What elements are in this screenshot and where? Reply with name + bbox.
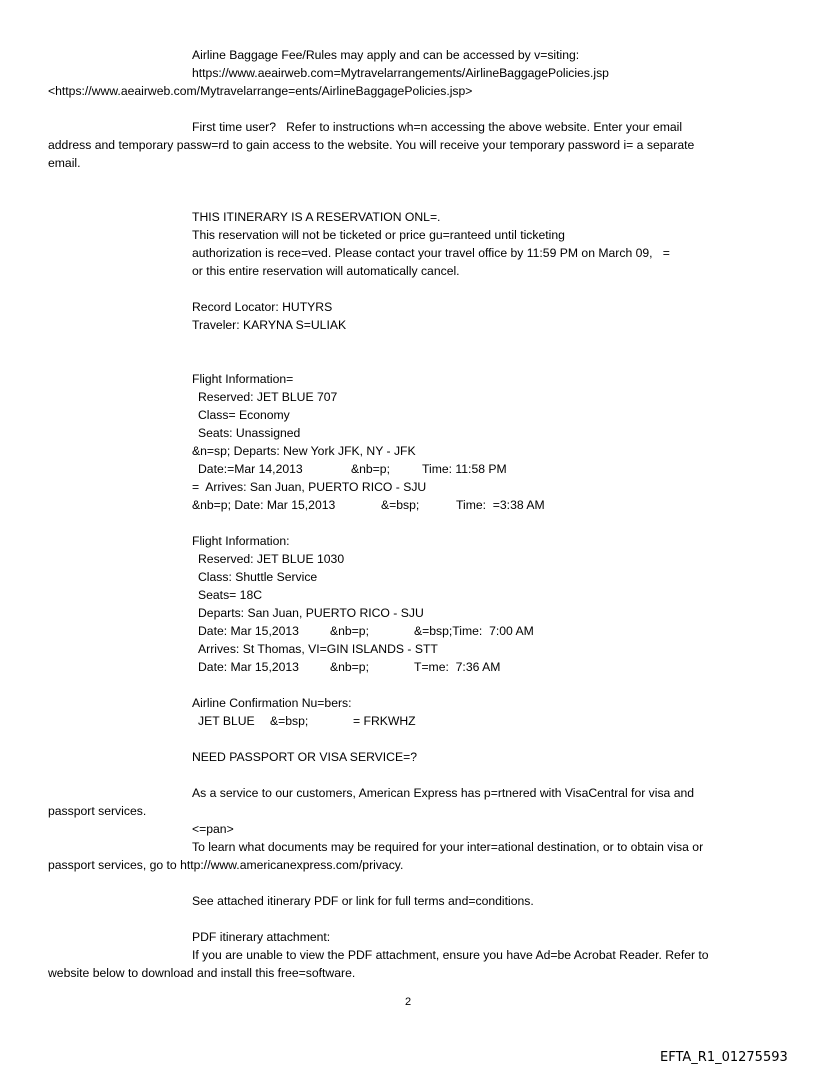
confirmation-header: Airline Confirmation Nu=bers: xyxy=(192,696,352,710)
page-number: 2 xyxy=(404,996,412,1008)
flight-1-nbsp-arrival: &=bsp; xyxy=(381,498,420,512)
traveler-name: Traveler: KARYNA S=ULIAK xyxy=(192,318,347,332)
baggage-line-1: Airline Baggage Fee/Rules may apply and can be accessed by v=siting: xyxy=(192,48,580,62)
bates-number: EFTA_R1_01275593 xyxy=(660,1050,788,1065)
flight-2-date-departure: Date: Mar 15,2013 xyxy=(198,624,299,638)
terms-note: See attached itinerary PDF or link for full terms and=conditions. xyxy=(192,894,534,908)
flight-2-seats: Seats= 18C xyxy=(198,588,263,602)
passport-header: NEED PASSPORT OR VISA SERVICE=? xyxy=(192,750,417,764)
passport-service-line-2: passport services. xyxy=(48,804,147,818)
pdf-line-2: website below to download and install this free=software. xyxy=(48,966,356,980)
confirmation-code: = FRKWHZ xyxy=(353,714,416,728)
reservation-line-3: authorization is rece=ved. Please contact your travel office by 11:59 PM on March 09, = xyxy=(192,246,670,260)
baggage-url-link[interactable]: https://www.aeairweb.com=Mytravelarrangements/AirlineBaggagePolicies.jsp xyxy=(192,66,609,80)
flight-1-arrives: = Arrives: San Juan, PUERTO RICO - SJU xyxy=(192,480,427,494)
flight-1-time-arrival: Time: =3:38 AM xyxy=(456,498,545,512)
confirmation-airline: JET BLUE xyxy=(198,714,255,728)
flight-1-seats: Seats: Unassigned xyxy=(198,426,301,440)
flight-2-date-arrival: Date: Mar 15,2013 xyxy=(198,660,299,674)
pdf-header: PDF itinerary attachment: xyxy=(192,930,331,944)
span-tag-text: <=pan> xyxy=(192,822,234,836)
baggage-url-bracketed[interactable]: <https://www.aeairweb.com/Mytravelarrange=ents/AirlineBaggagePolicies.jsp> xyxy=(48,84,473,98)
pdf-line-1: If you are unable to view the PDF attachment, ensure you have Ad=be Acrobat Reader. Refer to xyxy=(192,948,709,962)
flight-1-departs: &n=sp; Departs: New York JFK, NY - JFK xyxy=(192,444,416,458)
flight-1-time-departure: Time: 11:58 PM xyxy=(422,462,507,476)
confirmation-nbsp: &=bsp; xyxy=(270,714,309,728)
flight-2-nbsp-arrival: &nb=p; xyxy=(330,660,369,674)
reservation-line-2: This reservation will not be ticketed or price gu=ranteed until ticketing xyxy=(192,228,565,242)
flight-1-header: Flight Information= xyxy=(192,372,294,386)
flight-2-departs: Departs: San Juan, PUERTO RICO - SJU xyxy=(198,606,424,620)
flight-1-date-departure: Date:=Mar 14,2013 xyxy=(198,462,303,476)
passport-learn-line-1: To learn what documents may be required for your inter=ational destination, or to obtain visa or xyxy=(192,840,704,854)
flight-2-class: Class: Shuttle Service xyxy=(198,570,318,584)
flight-2-time-arrival: T=me: 7:36 AM xyxy=(414,660,501,674)
flight-1-class: Class= Economy xyxy=(198,408,290,422)
passport-service-line-1: As a service to our customers, American Express has p=rtnered with VisaCentral for visa and xyxy=(192,786,695,800)
first-time-line-3: email. xyxy=(48,156,81,170)
flight-1-date-arrival: &nb=p; Date: Mar 15,2013 xyxy=(192,498,336,512)
flight-1-nbsp-departure: &nb=p; xyxy=(351,462,390,476)
flight-1-reserved: Reserved: JET BLUE 707 xyxy=(198,390,338,404)
reservation-line-4: or this entire reservation will automatically cancel. xyxy=(192,264,460,278)
flight-2-arrives: Arrives: St Thomas, VI=GIN ISLANDS - STT xyxy=(198,642,438,656)
first-time-line-1: First time user? Refer to instructions wh=n accessing the above website. Enter your email xyxy=(192,120,683,134)
first-time-line-2: address and temporary passw=rd to gain access to the website. You will receive your temporary password i= a separate xyxy=(48,138,695,152)
reservation-heading: THIS ITINERARY IS A RESERVATION ONL=. xyxy=(192,210,441,224)
flight-2-time-departure: &=bsp;Time: 7:00 AM xyxy=(414,624,534,638)
flight-2-nbsp-departure: &nb=p; xyxy=(330,624,369,638)
flight-2-reserved: Reserved: JET BLUE 1030 xyxy=(198,552,345,566)
record-locator: Record Locator: HUTYRS xyxy=(192,300,333,314)
passport-learn-line-2: passport services, go to http://www.americanexpress.com/privacy. xyxy=(48,858,404,872)
flight-2-header: Flight Information: xyxy=(192,534,290,548)
